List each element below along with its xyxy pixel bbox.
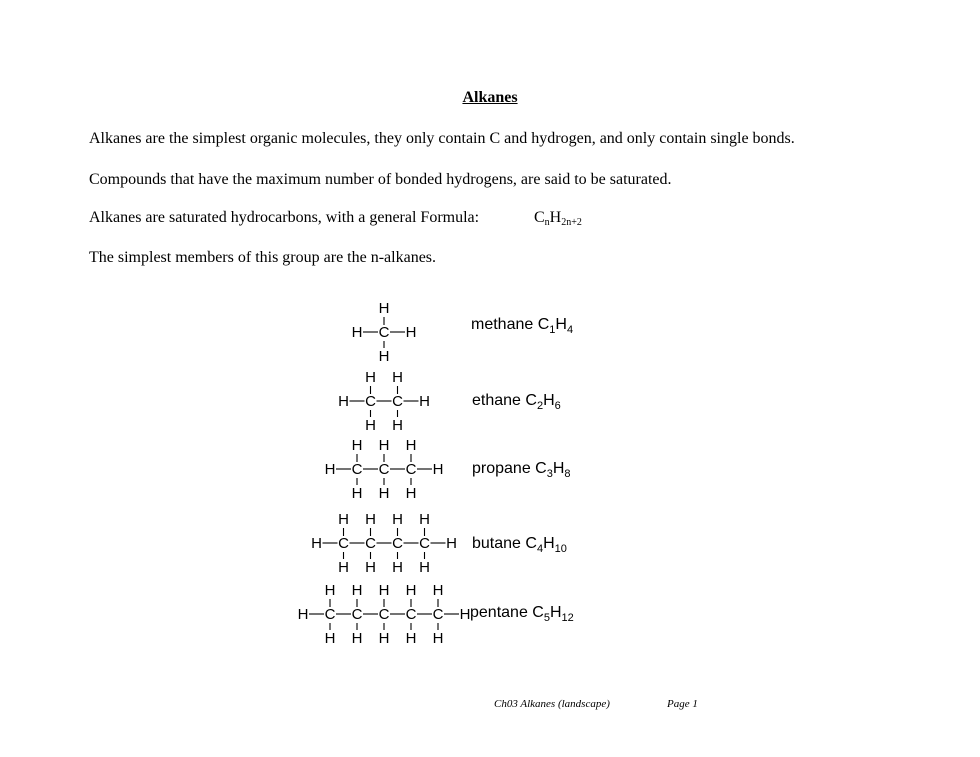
carbon-atom: C (351, 606, 363, 623)
hydrogen-atom: H (432, 461, 444, 478)
hydrogen-atom: H (324, 461, 336, 478)
c-subscript: 4 (536, 543, 544, 555)
carbon-atom: C (405, 606, 417, 623)
hydrogen-atom: H (405, 437, 417, 454)
hydrogen-atom: H (365, 559, 376, 576)
hydrogen-atom: H (392, 559, 403, 576)
formula-n: n (544, 217, 550, 228)
label-propane: propane $C_3H_8$ (472, 460, 571, 480)
hydrogen-atom: H (405, 630, 417, 647)
carbon-atom: C (324, 606, 336, 623)
hydrogen-atom: H (405, 582, 417, 599)
hydrogen-atom: H (324, 630, 336, 647)
label-methane: methane $C_1H_4$ (471, 316, 574, 336)
label-pentane: pentane $C_5H_{12}$ (470, 604, 574, 624)
carbon-atom: C (338, 535, 349, 552)
hydrogen-atom: H (378, 485, 390, 502)
hydrogen-atom: H (351, 630, 363, 647)
molecule-name: butane (472, 535, 521, 552)
molecule-name: ethane (472, 392, 521, 409)
h-subscript: 12 (561, 612, 574, 624)
carbon-atom: C (405, 461, 417, 478)
carbon-atom: C (432, 606, 444, 623)
label-butane: butane $C_4H_{10}$ (472, 535, 567, 555)
hydrogen-atom: H (338, 559, 349, 576)
hydrogen-atom: H (338, 511, 349, 528)
page-title: Alkanes (462, 89, 518, 106)
carbon-atom: C (392, 393, 403, 410)
carbon-atom: C (365, 393, 376, 410)
c-subscript: 2 (536, 400, 544, 412)
hydrogen-atom: H (419, 393, 430, 410)
hydrogen-atom: H (378, 300, 390, 317)
hydrogen-atom: H (405, 324, 417, 341)
n-alkanes-paragraph: The simplest members of this group are the n-alkanes. (89, 249, 437, 266)
carbon-atom: C (378, 606, 390, 623)
h-subscript: 10 (554, 543, 567, 555)
hydrogen-atom: H (378, 582, 390, 599)
hydrogen-atom: H (365, 511, 376, 528)
carbon-atom: C (392, 535, 403, 552)
h-subscript: 4 (566, 324, 574, 336)
formula-paragraph: Alkanes are saturated hydrocarbons, with a general Formula: (89, 209, 480, 226)
h-subscript: 6 (554, 400, 561, 412)
molecule-name: methane (471, 316, 534, 333)
c-subscript: 1 (549, 324, 556, 336)
carbon-atom: C (351, 461, 363, 478)
hydrogen-atom: H (351, 582, 363, 599)
footer-page-number: Page 1 (667, 698, 698, 710)
formula-h: H (549, 209, 562, 226)
hydrogen-atom: H (432, 630, 444, 647)
hydrogen-atom: H (365, 417, 376, 434)
molecule-name: propane (472, 460, 531, 477)
carbon-atom: C (378, 461, 390, 478)
formula-h-sub: 2n+2 (561, 217, 582, 228)
hydrogen-atom: H (378, 348, 390, 365)
hydrogen-atom: H (419, 559, 430, 576)
saturated-paragraph: Compounds that have the maximum number of bonded hydrogens, are said to be saturated. (89, 171, 672, 188)
hydrogen-atom: H (297, 606, 309, 623)
hydrogen-atom: H (338, 393, 349, 410)
label-ethane: ethane $C_2H_6$ (472, 392, 561, 412)
carbon-atom: C (419, 535, 430, 552)
hydrogen-atom: H (419, 511, 430, 528)
carbon-atom: C (365, 535, 376, 552)
carbon-atom: C (378, 324, 390, 341)
hydrogen-atom: H (405, 485, 417, 502)
hydrogen-atom: H (351, 324, 363, 341)
hydrogen-atom: H (324, 582, 336, 599)
c-subscript: 3 (546, 468, 553, 480)
hydrogen-atom: H (378, 437, 390, 454)
hydrogen-atom: H (392, 511, 403, 528)
hydrogen-atom: H (432, 582, 444, 599)
hydrogen-atom: H (392, 369, 403, 386)
hydrogen-atom: H (378, 630, 390, 647)
hydrogen-atom: H (365, 369, 376, 386)
hydrogen-atom: H (392, 417, 403, 434)
hydrogen-atom: H (351, 485, 363, 502)
hydrogen-atom: H (459, 606, 471, 623)
hydrogen-atom: H (351, 437, 363, 454)
intro-paragraph: Alkanes are the simplest organic molecules, they only contain C and hydrogen, and only contain single bonds. (89, 130, 795, 147)
molecule-name: pentane (470, 604, 528, 621)
footer-title: Ch03 Alkanes (landscape) (494, 698, 610, 710)
h-subscript: 8 (564, 468, 571, 480)
hydrogen-atom: H (311, 535, 322, 552)
hydrogen-atom: H (446, 535, 457, 552)
formula-c: C (534, 209, 545, 226)
c-subscript: 5 (543, 612, 550, 624)
